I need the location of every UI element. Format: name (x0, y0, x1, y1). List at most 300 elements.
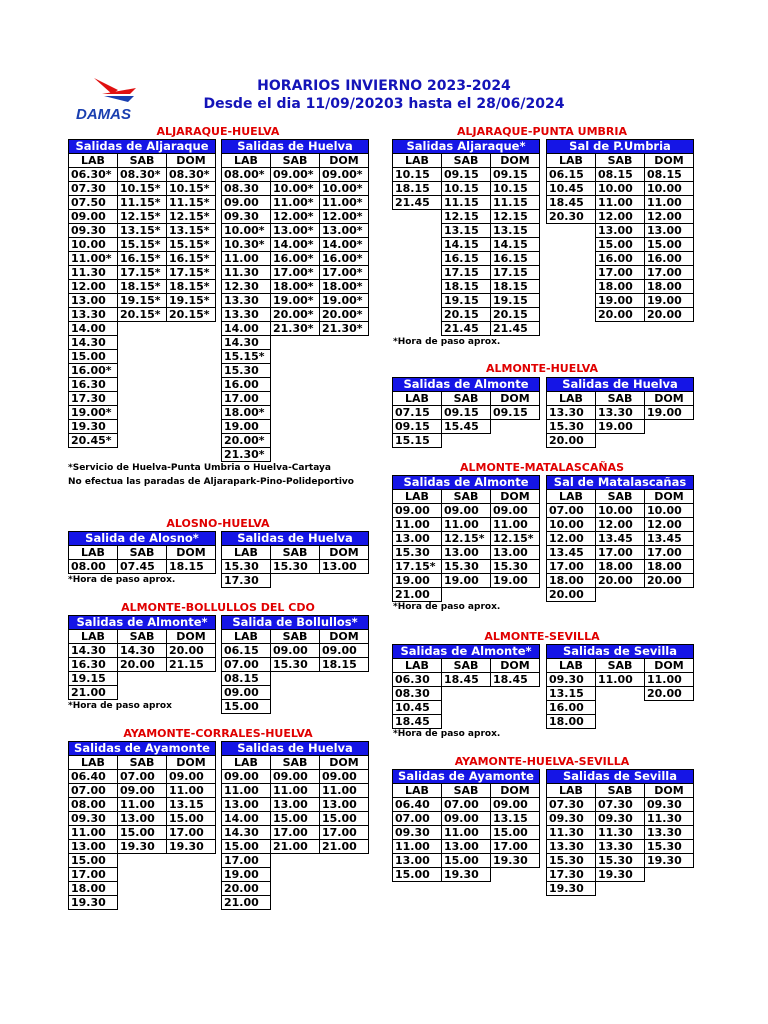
column-header: DOM (645, 392, 694, 406)
time-cell: 19.30 (167, 840, 216, 854)
time-cell (645, 588, 694, 602)
table-row (222, 700, 369, 714)
table-row (222, 182, 369, 196)
time-cell: 13.45 (596, 532, 645, 546)
table-row (222, 798, 369, 812)
time-cell: 20.30 (547, 210, 596, 224)
time-cell: 10.15* (118, 182, 167, 196)
time-cell (167, 868, 216, 882)
table-title: Salidas de Huelva (222, 742, 369, 756)
timetable-ayamonte-corrales-huelva-0 (68, 741, 216, 910)
column-header: LAB (69, 630, 118, 644)
time-cell: 15.15 (393, 434, 442, 448)
table-row (222, 434, 369, 448)
column-header: LAB (393, 392, 442, 406)
table-row (547, 518, 694, 532)
table-title: Salidas de Almonte* (69, 616, 216, 630)
time-cell: 15.00 (596, 238, 645, 252)
time-cell: 20.00 (645, 308, 694, 322)
time-cell (271, 420, 320, 434)
table-row (547, 182, 694, 196)
time-cell: 09.00 (393, 504, 442, 518)
time-cell: 18.00 (596, 560, 645, 574)
table-row (69, 770, 216, 784)
time-cell: 07.45 (118, 560, 167, 574)
time-cell: 10.45 (547, 182, 596, 196)
time-cell: 21.45 (442, 322, 491, 336)
timetable-almonte-huelva-1 (546, 377, 694, 448)
time-cell: 18.00* (222, 406, 271, 420)
time-cell: 11.00 (118, 798, 167, 812)
column-header: SAB (596, 659, 645, 673)
time-cell: 19.30 (442, 868, 491, 882)
time-cell: 13.30 (596, 840, 645, 854)
table-row (547, 196, 694, 210)
table-row (393, 504, 540, 518)
time-cell (547, 308, 596, 322)
time-cell (596, 687, 645, 701)
time-cell (271, 896, 320, 910)
time-cell: 19.15* (118, 294, 167, 308)
table-row (547, 715, 694, 729)
time-cell: 17.00 (222, 392, 271, 406)
timetable-almonte-matalascanas-0 (392, 475, 540, 602)
time-cell: 15.30 (271, 560, 320, 574)
time-cell (167, 434, 216, 448)
timetable-aljaraque-punta-umbria-0 (392, 139, 540, 336)
table-row (393, 322, 540, 336)
time-cell: 14.30 (222, 336, 271, 350)
column-header: SAB (442, 392, 491, 406)
time-cell (118, 434, 167, 448)
time-cell: 09.00 (69, 210, 118, 224)
time-cell (320, 700, 369, 714)
table-row (222, 336, 369, 350)
time-cell: 09.00 (222, 196, 271, 210)
logo-text: DAMAS (76, 106, 131, 123)
time-cell: 11.00 (69, 826, 118, 840)
time-cell: 19.00 (222, 868, 271, 882)
table-row (393, 308, 540, 322)
time-cell: 09.00 (442, 504, 491, 518)
time-cell: 09.30 (393, 826, 442, 840)
time-cell: 11.00 (596, 196, 645, 210)
time-cell (320, 448, 369, 462)
time-cell (442, 434, 491, 448)
table-row (222, 168, 369, 182)
time-cell: 21.45 (491, 322, 540, 336)
table-row (69, 280, 216, 294)
time-cell (393, 224, 442, 238)
table-row (69, 378, 216, 392)
time-cell: 18.00 (547, 574, 596, 588)
time-cell (393, 308, 442, 322)
table-row (393, 546, 540, 560)
time-cell: 08.30 (393, 687, 442, 701)
time-cell: 11.00* (69, 252, 118, 266)
time-cell (271, 868, 320, 882)
table-title: Salida de Bollullos* (222, 616, 369, 630)
column-header: SAB (442, 154, 491, 168)
time-cell (596, 434, 645, 448)
time-cell: 09.30 (69, 224, 118, 238)
table-row (393, 182, 540, 196)
time-cell (167, 378, 216, 392)
table-title: Salidas de Sevilla (547, 645, 694, 659)
time-cell: 11.00 (442, 518, 491, 532)
time-cell: 14.15 (442, 238, 491, 252)
time-cell: 20.00* (222, 434, 271, 448)
table-row (393, 434, 540, 448)
time-cell (167, 420, 216, 434)
time-cell: 20.00 (547, 588, 596, 602)
table-row (222, 644, 369, 658)
time-cell: 11.00 (222, 252, 271, 266)
time-cell (320, 882, 369, 896)
time-cell: 13.00 (491, 546, 540, 560)
table-row (69, 224, 216, 238)
route-title-aljaraque-huelva: ALJARAQUE-HUELVA (156, 125, 280, 138)
time-cell: 20.15 (491, 308, 540, 322)
footnote: *Hora de paso aprox. (393, 337, 501, 347)
time-cell: 14.15 (491, 238, 540, 252)
time-cell: 20.00* (320, 308, 369, 322)
time-cell: 10.00 (69, 238, 118, 252)
time-cell: 11.30 (596, 826, 645, 840)
time-cell: 11.00 (442, 826, 491, 840)
table-title: Salidas de Almonte (393, 378, 540, 392)
time-cell: 21.30* (222, 448, 271, 462)
time-cell: 20.45* (69, 434, 118, 448)
time-cell (118, 322, 167, 336)
table-row (69, 182, 216, 196)
time-cell: 17.15* (393, 560, 442, 574)
time-cell: 17.30 (222, 574, 271, 588)
time-cell: 19.30 (69, 420, 118, 434)
time-cell: 19.30 (645, 854, 694, 868)
table-row (547, 868, 694, 882)
time-cell: 11.00* (320, 196, 369, 210)
time-cell: 09.00 (491, 504, 540, 518)
time-cell: 12.15* (118, 210, 167, 224)
table-title: Salidas de Huelva (222, 140, 369, 154)
time-cell: 19.30 (69, 896, 118, 910)
time-cell (118, 882, 167, 896)
table-row (69, 420, 216, 434)
time-cell: 08.15 (222, 672, 271, 686)
time-cell (320, 672, 369, 686)
time-cell: 17.00 (645, 266, 694, 280)
time-cell (271, 686, 320, 700)
column-header: DOM (645, 659, 694, 673)
table-row (393, 420, 540, 434)
time-cell: 15.00 (442, 854, 491, 868)
table-row (393, 854, 540, 868)
table-row (69, 658, 216, 672)
timetable-aljaraque-huelva-1 (221, 139, 369, 462)
table-row (69, 210, 216, 224)
time-cell: 21.45 (393, 196, 442, 210)
table-row (222, 406, 369, 420)
time-cell (271, 378, 320, 392)
table-row (69, 238, 216, 252)
table-row (547, 687, 694, 701)
table-title: Salidas Aljaraque* (393, 140, 540, 154)
time-cell (393, 280, 442, 294)
timetable-alosno-huelva-0 (68, 531, 216, 574)
time-cell (271, 336, 320, 350)
time-cell: 19.00* (69, 406, 118, 420)
time-cell (320, 574, 369, 588)
time-cell: 17.00 (645, 546, 694, 560)
table-row (69, 812, 216, 826)
table-row (547, 560, 694, 574)
table-row (69, 350, 216, 364)
time-cell: 13.15 (442, 224, 491, 238)
table-row (222, 770, 369, 784)
column-header: SAB (118, 546, 167, 560)
time-cell: 18.45 (393, 715, 442, 729)
table-row (393, 224, 540, 238)
time-cell (320, 868, 369, 882)
column-header: LAB (393, 154, 442, 168)
time-cell (491, 715, 540, 729)
time-cell (393, 252, 442, 266)
table-row (393, 574, 540, 588)
table-title: Salidas de Ayamonte (69, 742, 216, 756)
time-cell: 19.00 (596, 294, 645, 308)
time-cell: 21.00 (222, 896, 271, 910)
table-row (69, 168, 216, 182)
time-cell: 16.00 (547, 701, 596, 715)
route-title-ayamonte-corrales-huelva: AYAMONTE-CORRALES-HUELVA (123, 727, 313, 740)
table-row (547, 504, 694, 518)
time-cell: 09.00 (222, 770, 271, 784)
table-row (69, 868, 216, 882)
time-cell: 13.00 (69, 294, 118, 308)
time-cell: 17.00 (491, 840, 540, 854)
time-cell (167, 392, 216, 406)
time-cell: 18.00 (645, 560, 694, 574)
time-cell: 09.00 (271, 644, 320, 658)
time-cell: 15.30 (596, 854, 645, 868)
time-cell: 15.15* (222, 350, 271, 364)
table-row (547, 673, 694, 687)
timetable-alosno-huelva-1 (221, 531, 369, 588)
time-cell: 19.15 (442, 294, 491, 308)
time-cell: 16.00 (645, 252, 694, 266)
table-row (222, 350, 369, 364)
time-cell: 16.00 (596, 252, 645, 266)
time-cell (491, 434, 540, 448)
time-cell: 11.00 (222, 784, 271, 798)
time-cell: 13.00 (222, 798, 271, 812)
time-cell: 14.30 (69, 644, 118, 658)
time-cell: 14.00 (69, 322, 118, 336)
time-cell: 17.00 (222, 854, 271, 868)
timetable-ayamonte-huelva-sevilla-0 (392, 769, 540, 882)
table-row (547, 854, 694, 868)
column-header: SAB (118, 756, 167, 770)
timetable-almonte-sevilla-0 (392, 644, 540, 729)
time-cell: 10.15 (442, 182, 491, 196)
time-cell: 16.00* (320, 252, 369, 266)
time-cell: 19.00 (491, 574, 540, 588)
table-row (69, 406, 216, 420)
time-cell (118, 672, 167, 686)
timetable-almonte-matalascanas-1 (546, 475, 694, 602)
time-cell: 14.30 (222, 826, 271, 840)
table-row (222, 868, 369, 882)
column-header: LAB (547, 392, 596, 406)
table-row (222, 308, 369, 322)
time-cell: 06.15 (222, 644, 271, 658)
table-row (547, 812, 694, 826)
time-cell: 15.45 (442, 420, 491, 434)
time-cell (320, 336, 369, 350)
time-cell: 18.15 (442, 280, 491, 294)
table-row (69, 308, 216, 322)
time-cell (167, 672, 216, 686)
footnote: *Hora de paso aprox. (393, 729, 501, 739)
time-cell: 20.00 (596, 308, 645, 322)
time-cell: 15.30 (547, 854, 596, 868)
time-cell (167, 406, 216, 420)
time-cell: 17.30 (69, 392, 118, 406)
table-row (69, 196, 216, 210)
time-cell: 08.30* (167, 168, 216, 182)
column-header: SAB (271, 756, 320, 770)
table-row (393, 532, 540, 546)
table-row (547, 266, 694, 280)
time-cell: 16.15* (118, 252, 167, 266)
time-cell: 18.15 (393, 182, 442, 196)
table-title: Salidas de Aljaraque (69, 140, 216, 154)
time-cell: 09.00 (222, 686, 271, 700)
time-cell: 19.15 (491, 294, 540, 308)
time-cell: 19.30 (118, 840, 167, 854)
table-title: Salidas de Sevilla (547, 770, 694, 784)
time-cell: 18.15* (167, 280, 216, 294)
time-cell: 08.00* (222, 168, 271, 182)
time-cell: 13.15 (491, 224, 540, 238)
time-cell: 11.00 (645, 673, 694, 687)
time-cell: 11.00 (596, 673, 645, 687)
time-cell (167, 350, 216, 364)
table-row (222, 840, 369, 854)
time-cell (118, 420, 167, 434)
time-cell: 19.00 (645, 406, 694, 420)
time-cell: 16.15 (491, 252, 540, 266)
time-cell: 13.00 (320, 798, 369, 812)
time-cell: 09.00 (491, 798, 540, 812)
column-header: DOM (645, 490, 694, 504)
column-header: SAB (118, 630, 167, 644)
table-row (393, 196, 540, 210)
time-cell: 17.00 (596, 546, 645, 560)
time-cell: 17.15 (491, 266, 540, 280)
time-cell: 10.00 (645, 504, 694, 518)
time-cell: 18.00 (547, 715, 596, 729)
table-row (547, 434, 694, 448)
time-cell: 18.00* (320, 280, 369, 294)
time-cell (320, 392, 369, 406)
time-cell: 07.00 (69, 784, 118, 798)
column-header: DOM (491, 784, 540, 798)
table-row (222, 812, 369, 826)
time-cell: 09.00* (271, 168, 320, 182)
time-cell: 20.00 (167, 644, 216, 658)
time-cell: 10.00* (320, 182, 369, 196)
time-cell: 15.00 (393, 868, 442, 882)
time-cell: 11.30 (222, 266, 271, 280)
time-cell: 11.30 (645, 812, 694, 826)
time-cell: 07.30 (69, 182, 118, 196)
table-row (222, 420, 369, 434)
time-cell (118, 392, 167, 406)
time-cell: 12.00 (645, 518, 694, 532)
time-cell (320, 854, 369, 868)
time-cell: 15.15* (167, 238, 216, 252)
time-cell: 13.30 (645, 826, 694, 840)
time-cell: 13.45 (547, 546, 596, 560)
timetable-aljaraque-punta-umbria-1 (546, 139, 694, 322)
time-cell: 20.00 (118, 658, 167, 672)
column-header: DOM (491, 659, 540, 673)
time-cell: 18.00 (645, 280, 694, 294)
time-cell: 14.00 (222, 812, 271, 826)
time-cell: 13.00 (320, 560, 369, 574)
table-row (222, 784, 369, 798)
time-cell: 09.00* (320, 168, 369, 182)
table-row (69, 784, 216, 798)
time-cell: 10.00* (271, 182, 320, 196)
time-cell: 09.00 (271, 770, 320, 784)
time-cell: 12.15* (442, 532, 491, 546)
page-title: HORARIOS INVIERNO 2023-2024 (257, 78, 511, 94)
time-cell: 13.30 (222, 294, 271, 308)
time-cell (547, 238, 596, 252)
time-cell: 15.00 (167, 812, 216, 826)
time-cell (596, 882, 645, 896)
time-cell: 09.15 (393, 420, 442, 434)
time-cell: 12.15 (442, 210, 491, 224)
time-cell: 09.15 (442, 406, 491, 420)
time-cell (645, 701, 694, 715)
time-cell: 12.15 (491, 210, 540, 224)
time-cell: 21.15 (167, 658, 216, 672)
time-cell: 11.15* (118, 196, 167, 210)
time-cell: 14.30 (118, 644, 167, 658)
time-cell (271, 574, 320, 588)
column-header: DOM (320, 154, 369, 168)
time-cell: 11.00 (645, 196, 694, 210)
time-cell: 14.30 (69, 336, 118, 350)
time-cell: 12.30 (222, 280, 271, 294)
time-cell: 10.15 (491, 182, 540, 196)
table-row (69, 686, 216, 700)
column-header: SAB (596, 490, 645, 504)
column-header: DOM (645, 154, 694, 168)
time-cell: 12.00* (271, 210, 320, 224)
table-row (393, 406, 540, 420)
time-cell: 13.45 (645, 532, 694, 546)
column-header: DOM (491, 490, 540, 504)
column-header: LAB (393, 784, 442, 798)
time-cell (167, 854, 216, 868)
time-cell: 18.00 (596, 280, 645, 294)
table-row (222, 672, 369, 686)
